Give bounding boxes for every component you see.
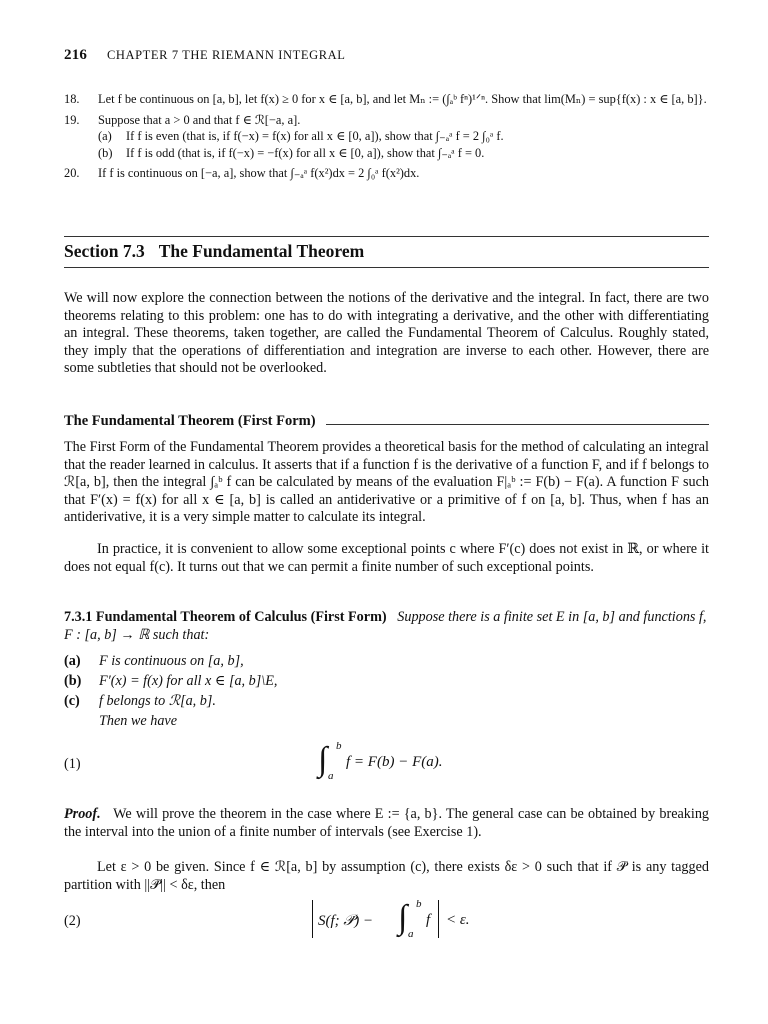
condition-b — [64, 671, 277, 691]
exercise-18 — [64, 91, 709, 108]
exercise-part-b — [98, 145, 709, 162]
condition-label: (c) — [64, 693, 80, 709]
condition-label: (b) — [64, 673, 82, 689]
abs-bar-right — [438, 900, 439, 938]
integral-sign: ∫ — [398, 899, 408, 936]
exercise-19 — [64, 112, 709, 162]
lower-limit: a — [408, 928, 414, 940]
theorem-statement — [64, 609, 709, 644]
condition-a — [64, 651, 277, 671]
exercise-text: Let f be continuous on [a, b], let f(x) ≥ 0 for x ∈ [a, b], and let Mₙ := (∫ₐᵇ fⁿ)¹ᐟⁿ. Show that lim(Mₙ) = sup{f(x) : x ∈ [a, b]}. — [98, 92, 707, 106]
integral-sign: ∫ — [318, 741, 328, 778]
upper-limit: b — [416, 898, 422, 910]
theorem-text: Suppose there is a finite set E in [a, b] and functions f, F : [a, b] → ℝ such that: — [64, 609, 707, 643]
lower-limit: a — [328, 770, 334, 782]
theorem-then — [64, 711, 277, 731]
exercise-number: 20. — [64, 166, 80, 180]
exercise-number: 19. — [64, 112, 80, 127]
riemann-sum: S(f; 𝒫̇) − — [318, 913, 374, 929]
condition-label: (a) — [64, 653, 81, 669]
epsilon-paragraph: Let ε > 0 be given. Since f ∈ ℛ[a, b] by assumption (c), there exists δε > 0 such that if 𝒫̇ is any tagged partition with ||𝒫̇|| < δε, then — [64, 859, 709, 893]
subsection-title: The Fundamental Theorem (First Form) — [64, 413, 316, 429]
theorem-label: 7.3.1 Fundamental Theorem of Calculus (First Form) — [64, 609, 387, 625]
section-number: Section 7.3 — [64, 241, 145, 261]
part-label: (a) — [98, 129, 112, 143]
condition-text: F is continuous on [a, b], — [99, 653, 244, 669]
equation-body: f = F(b) − F(a). — [346, 754, 443, 770]
section-rule-top — [64, 236, 709, 237]
practice-paragraph: In practice, it is convenient to allow some exceptional points c where F′(c) does not exist in ℝ, or where it does not equal f(c). It turns out that we can permit a finite number of such exceptional points. — [64, 541, 709, 575]
part-text: If f is even (that is, if f(−x) = f(x) for all x ∈ [0, a]), show that ∫₋ₐᵃ f = 2 ∫₀ᵃ f. — [126, 129, 504, 143]
exercise-number: 18. — [64, 92, 80, 106]
part-label: (b) — [98, 145, 113, 160]
running-header — [64, 47, 346, 64]
chapter-title: CHAPTER 7 THE RIEMANN INTEGRAL — [106, 48, 346, 62]
exercise-20 — [64, 165, 709, 182]
section-heading — [64, 241, 364, 262]
condition-c — [64, 691, 277, 711]
abs-bar-left — [312, 900, 313, 938]
subsection-heading — [64, 413, 709, 430]
exercise-text: Suppose that a > 0 and that f ∈ ℛ[−a, a]. — [98, 112, 301, 127]
equation-1-number: (1) — [64, 756, 81, 772]
condition-text: F′(x) = f(x) for all x ∈ [a, b]\E, — [99, 673, 278, 689]
proof-label: Proof. — [64, 806, 101, 822]
equation-2 — [312, 896, 512, 946]
condition-text: f belongs to ℛ[a, b]. — [99, 693, 216, 709]
integrand: f — [426, 912, 431, 928]
exercise-list — [64, 91, 709, 186]
exercise-text: If f is continuous on [−a, a], show that ∫₋ₐᵃ f(x²)dx = 2 ∫₀ᵃ f(x²)dx. — [98, 166, 420, 180]
intro-paragraph: We will now explore the connection between the notions of the derivative and the integral. In fact, there are two theorems relating to this problem: one has to do with integrating a derivative, and the other with differentiating an integral. These theorems, taken together, are called the Fundamental Theorem of Calculus. Roughly stated, they imply that the operations of differentiation and integration are inverse to each other. However, there are some subtleties that should not be overlooked. — [64, 290, 709, 377]
inequality-rhs: < ε. — [446, 912, 470, 928]
theorem-conditions — [64, 651, 277, 731]
upper-limit: b — [336, 740, 342, 752]
equation-2-number: (2) — [64, 913, 81, 929]
subsection-rule — [326, 424, 709, 425]
exercise-part-a — [98, 128, 709, 145]
then-text: Then we have — [99, 713, 178, 729]
section-rule-bottom — [64, 267, 709, 268]
page-number: 216 — [64, 47, 88, 63]
proof-paragraph — [64, 806, 709, 841]
part-text: If f is odd (that is, if f(−x) = −f(x) for all x ∈ [0, a]), show that ∫₋ₐᵃ f = 0. — [126, 145, 485, 160]
proof-text: We will prove the theorem in the case where E := {a, b}. The general case can be obtained by breaking the interval into the union of a finite number of intervals (see Exercise 1). — [64, 806, 710, 840]
section-title: The Fundamental Theorem — [158, 241, 365, 261]
first-form-paragraph: The First Form of the Fundamental Theorem provides a theoretical basis for the method of calculating an integral that the reader learned in calculus. It asserts that if a function f is the derivative of a function F, and if f belongs to ℛ[a, b], then the integral ∫ₐᵇ f can be calculated by means of the evaluation F|ₐᵇ := F(b) − F(a). A function F such that F′(x) = f(x) for all x ∈ [a, b] is called an antiderivative or a primitive of f on [a, b]. Thus, when f has an antiderivative, it is a very simple matter to calculate its integral. — [64, 439, 709, 526]
